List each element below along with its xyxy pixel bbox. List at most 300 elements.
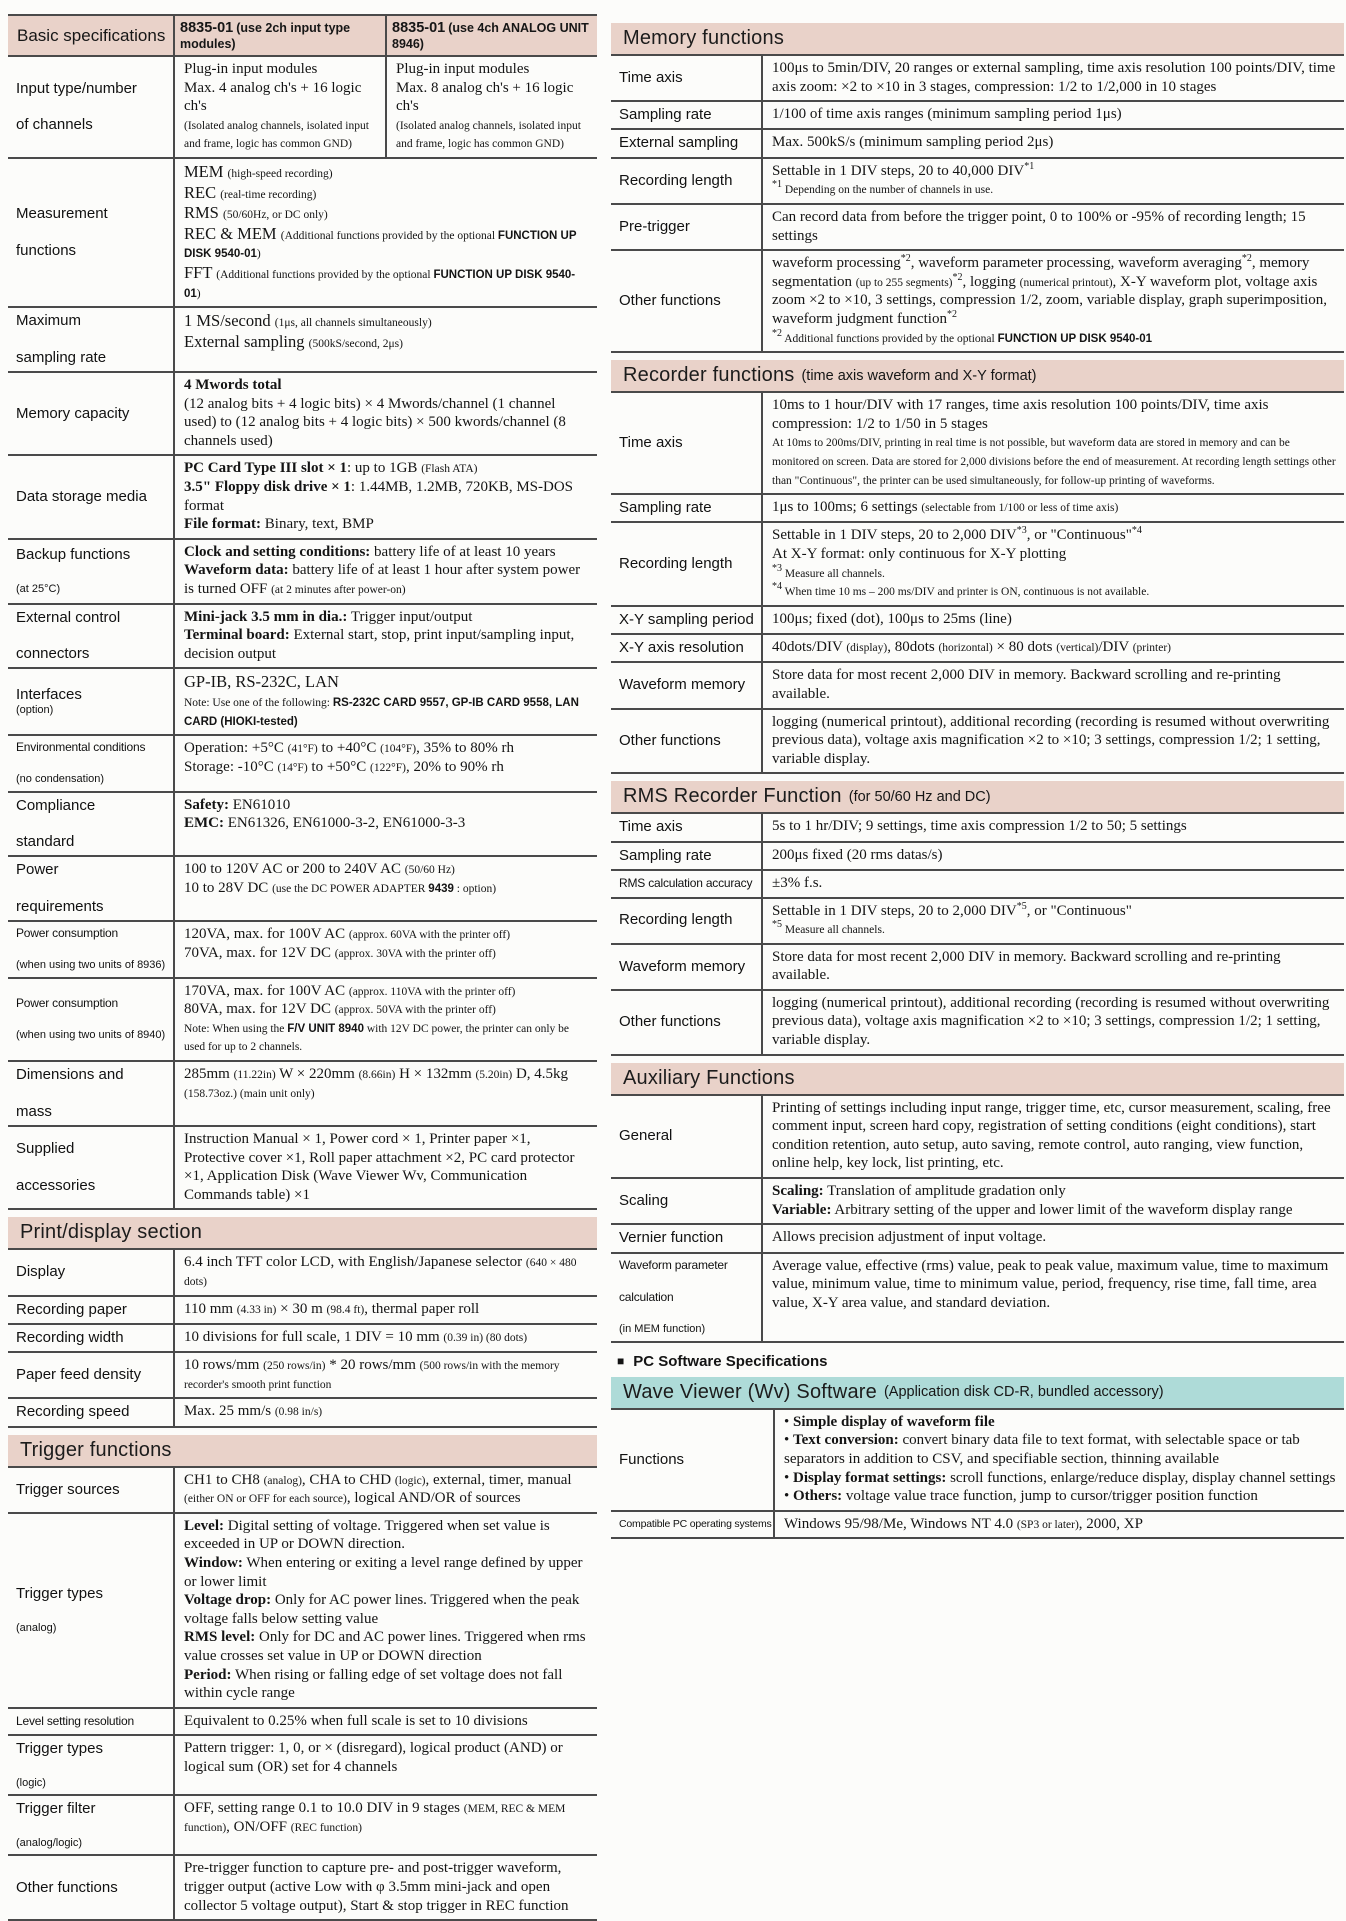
text-run: Windows 95/98/Me, Windows NT 4.0 [784,1515,1017,1532]
text-run: Input type/number [16,79,137,97]
text-run: X-Y sampling period [619,610,754,628]
text-run: (14°F) [277,761,308,774]
spec-row [611,523,1344,606]
section-title: Wave Viewer (Wv) Software [623,1380,877,1403]
text-run: W × 220mm [275,1066,359,1083]
spec-value [761,130,1344,156]
text-run: Store data for most recent 2,000 DIV in memory. Backward scrolling and re-printing available. [772,667,1281,702]
text-run: Recording speed [16,1403,130,1421]
spec-row [611,710,1344,775]
spec-label [8,1353,173,1397]
spec-row [611,205,1344,251]
spec-table [8,1248,597,1427]
spec-label [8,736,173,790]
text-run: Voltage drop: [184,1592,272,1609]
text-run: (up to 255 segments) [855,276,953,289]
spec-value [761,393,1344,493]
text-run: Functions [619,1450,685,1468]
text-run: (use the DC POWER ADAPTER [272,883,429,896]
text-run: (Additional functions provided by the optional [216,268,434,281]
text-run: (0.39 in) (80 dots) [443,1331,528,1344]
text-run: Waveform parameter [619,1257,728,1272]
text-run: Time axis [619,68,683,86]
text-run: Settable in 1 DIV steps, 20 to 2,000 DIV [772,527,1017,544]
text-run: *4 [1131,525,1142,537]
text-run: (640 × 480 dots) [184,1257,577,1288]
spec-row [611,945,1344,991]
text-run: connectors [16,645,90,663]
text-run: FUNCTION UP DISK 9540-01 [184,229,577,261]
spec-label [611,205,761,249]
text-run: calculation [619,1290,674,1305]
text-run: *4 [772,581,782,593]
text-run: to +50°C [307,758,371,775]
text-run: (MEM, REC & MEM function) [184,1803,566,1834]
text-run: D, 4.5kg [512,1066,569,1083]
spec-table [611,1094,1344,1343]
spec-label [8,1127,173,1208]
spec-row [611,251,1344,353]
spec-label [8,1736,173,1794]
spec-label [8,1250,173,1294]
spec-row [8,1736,597,1796]
text-run: FFT [184,262,217,282]
section-header [611,1063,1344,1094]
text-run: Compatible PC operating systems [619,1518,772,1531]
text-run: Equivalent to 0.25% when full scale is set to 10 divisions [184,1712,528,1729]
text-run: *2 [946,308,957,320]
text-run: External start, stop, print input/sampling input, decision output [184,627,575,662]
spec-value [173,669,597,734]
text-run: 1μs to 100ms; 6 settings [772,499,922,516]
section-header [611,1377,1344,1408]
text-run: Level setting resolution [16,1714,134,1729]
text-run: (in MEM function) [619,1323,706,1336]
text-run: 285mm [184,1066,234,1083]
text-run: Operation: +5°C [184,740,288,757]
text-run: Max. 4 analog ch's + 16 logic ch's [184,79,362,115]
text-run: At X-Y format: only continuous for X-Y plotting [772,545,1067,562]
spec-row [8,308,597,373]
section-header [8,1217,597,1248]
spec-row [611,1410,1344,1512]
text-run: (8.66in) [358,1069,396,1082]
text-run: 1/100 of time axis ranges (minimum sampling period 1μs) [772,106,1122,123]
text-run: Sampling rate [619,499,712,517]
spec-row [611,607,1344,635]
text-run: Trigger input/output [347,608,473,625]
spec-value [173,159,597,306]
spec-row [611,495,1344,523]
text-run: *2 [900,253,911,265]
text-run: Plug-in input modules [184,61,318,78]
text-run: Backup functions [16,546,131,564]
spec-label [611,635,761,661]
text-run: logging (numerical printout), additional recording (recording is resumed without overwriting previous data), voltage axis magnification ×2 to ×10; 3 settings, compression 1/2; 1 setting, variable display. [772,994,1330,1049]
text-run: Only for DC and AC power lines. Triggered when rms value crosses set value in UP or DOWN direction [184,1629,586,1664]
spec-value [761,56,1344,100]
text-run: Trigger types [16,1740,103,1758]
text-run: , or "Continuous" [1026,527,1132,544]
spec-row [611,1096,1344,1179]
text-run: Sampling rate [619,106,712,124]
spec-label [8,1399,173,1425]
spec-value [173,1514,597,1707]
spec-value [173,1736,597,1794]
basic-table-header-row [8,16,597,57]
text-run: 10 to 28V DC [184,880,273,897]
text-run: Time axis [619,818,683,836]
text-run: 10ms to 1 hour/DIV with 17 ranges, time axis resolution 100 points/DIV, time axis compression: 1/2 to 1/50 in 5 stages [772,397,1269,432]
spec-row [611,899,1344,945]
text-run: Scaling [619,1191,669,1209]
spec-label [8,159,173,306]
section-title: Memory functions [623,27,785,49]
spec-label [8,922,173,976]
left-sections [8,1217,597,1921]
text-run: Simple display of waveform file [793,1413,995,1430]
text-run: Period: [184,1666,232,1683]
text-run: : option) [453,883,497,896]
spec-row [611,393,1344,495]
spec-table [611,54,1344,353]
text-run: FUNCTION UP DISK 9540-01 [997,332,1153,345]
text-run: ±3% f.s. [772,874,823,891]
spec-value [173,456,597,537]
spec-label [8,456,173,537]
spec-label [611,945,761,989]
text-run: (Additional functions provided by the optional [280,229,498,242]
text-run: Can record data from before the trigger point, 0 to 100% or -95% of recording length; 15 settings [772,208,1306,244]
text-run: Terminal board: [184,627,290,644]
text-run: Level: [184,1517,224,1534]
text-run: Arbitrary setting of the upper and lower limit of the waveform display range [831,1201,1293,1218]
spec-row [611,1254,1344,1343]
text-run: Safety: [184,796,229,813]
text-run: Pattern trigger: 1, 0, or × (disregard), logical product (AND) or logical sum (OR) set for 4 channels [184,1740,563,1775]
spec-label [611,871,761,897]
text-run: (98.4 ft) [326,1303,365,1316]
text-run: (Flash ATA) [421,463,478,476]
text-run: Vernier function [619,1229,724,1247]
text-run: , or "Continuous" [1026,902,1132,919]
text-run: When rising or falling edge of set voltage does not fall within cycle range [184,1666,563,1702]
spec-label [611,991,761,1054]
text-run: RS-232C CARD 9557, GP-IB CARD 9558, LAN CARD (HIOKI-tested) [184,697,579,728]
spec-value [761,523,1344,604]
text-run: Scaling: [772,1183,824,1200]
text-run: (158.73oz.) (main unit only) [184,1087,315,1100]
spec-row [8,736,597,792]
text-run: Depending on the number of channels in use. [782,184,994,197]
text-run: (vertical) [1056,642,1099,655]
text-run: (logic) [16,1776,46,1789]
text-run: OFF, setting range 0.1 to 10.0 DIV in 9 stages [184,1800,464,1817]
text-run: Dimensions and [16,1066,124,1084]
text-run: Max. 500kS/s (minimum sampling period 2μs) [772,134,1054,151]
text-run: 10 divisions for full scale, 1 DIV = 10 mm [184,1328,444,1345]
text-run: (approx. 50VA with the printer off) [334,1004,496,1017]
text-run: (Isolated analog channels, isolated input and frame, logic has common GND) [396,119,581,151]
text-run: (500kS/second, 2μs) [308,337,403,350]
spec-value [761,495,1344,521]
text-run: RMS level: [184,1629,256,1646]
spec-row [8,1127,597,1210]
text-run: When time 10 ms – 200 ms/DIV and printer is ON, continuous is not available. [782,586,1150,599]
text-run: 100μs to 5min/DIV, 20 ranges or external sampling, time axis resolution 100 points/DIV, time axis zoom: ×2 to ×10 in 3 stages, compression: 1/2 to 1/2,000 in 10 stages [772,60,1336,95]
text-run: to +40°C [317,740,381,757]
spec-label [8,793,173,856]
spec-row [8,1468,597,1514]
text-run: *2 [952,271,963,283]
spec-label [8,979,173,1060]
text-run: Measure all channels. [782,924,885,937]
text-run: (display) [846,642,888,655]
spec-value [761,205,1344,249]
pc-software-heading [617,1353,1344,1370]
text-run: (horizontal) [938,642,993,655]
text-run: Recording width [16,1328,124,1346]
text-run: Allows precision adjustment of input voltage. [772,1229,1047,1246]
text-run: convert binary data file to text format, with selectable space or tab separators in addition to CSV, and specifiable section, thinning available [784,1432,1300,1467]
spec-value [173,1709,597,1735]
text-run: Time axis [619,433,683,451]
text-run: (11.22in) [233,1069,276,1082]
text-run: , memory segmentation [772,255,1310,290]
spec-row [611,814,1344,842]
text-run: F/V UNIT 8940 [287,1022,364,1035]
text-run: Display format settings: [793,1469,947,1486]
basic-table-rows [8,57,597,1210]
spec-row [611,843,1344,871]
text-run: EN61010 [229,796,291,813]
spec-label [8,1709,173,1735]
text-run: (approx. 30VA with the printer off) [334,947,496,960]
text-run: Power consumption [16,996,118,1011]
spec-row [8,1325,597,1353]
spec-label [8,308,173,371]
text-run: Variable: [772,1201,832,1218]
spec-row [8,1514,597,1709]
spec-value [173,605,597,668]
spec-label [8,373,173,454]
text-run: 4 Mwords total [184,377,282,394]
text-run: (analog/logic) [16,1836,83,1849]
spec-row [8,1297,597,1325]
text-run: , 20% to 90% rh [405,758,504,775]
spec-value [761,945,1344,989]
text-run: Environmental conditions [16,740,146,755]
text-run: 80VA, max. for 12V DC [184,1001,335,1018]
text-run: Other functions [16,1878,118,1896]
text-run: Recording length [619,911,733,929]
text-run: Pre-trigger function to capture pre- and post-trigger waveform, trigger output (active Low with φ 3.5mm mini-jack and open collector 5 voltage output), Start & stop trigger in REC function [184,1860,569,1914]
text-run: (analog) [16,1621,57,1634]
spec-value [761,663,1344,707]
text-run: 6.4 inch TFT color LCD, with English/Japanese selector [184,1254,526,1271]
text-run: RMS calculation accuracy [619,876,753,891]
spec-label [611,814,761,840]
text-run: : 1.44MB, 1.2MB, 720KB, MS-DOS format [184,479,574,514]
text-run: 70VA, max. for 12V DC [184,944,335,961]
text-run: * 20 rows/mm [325,1357,420,1374]
section-title: Print/display section [20,1221,203,1244]
text-run: 10 rows/mm [184,1357,264,1374]
text-run: (REC function) [290,1821,362,1834]
model-number-2ch: 8835-01 [180,20,234,36]
spec-row [611,663,1344,709]
spec-row [611,1179,1344,1225]
text-run: , CHA to CHD [301,1471,395,1488]
text-run: External sampling [184,331,309,351]
spec-value [761,899,1344,943]
text-run: Settable in 1 DIV steps, 20 to 2,000 DIV [772,902,1017,919]
spec-label [8,669,173,734]
text-run: 110 mm [184,1300,237,1317]
text-run: Measure all channels. [782,567,885,580]
text-run: Store data for most recent 2,000 DIV in memory. Backward scrolling and re-printing available. [772,948,1281,984]
text-run: • [784,1413,794,1430]
text-run: Average value, effective (rms) value, peak to peak value, maximum value, time to maximum value, minimum value, time to minimum value, period, frequency, rise time, fall time, area value, X-Y area value, and standard deviation. [772,1257,1329,1311]
text-run: : up to 1GB [347,460,422,477]
text-run: Data storage media [16,487,147,505]
spec-label [611,1254,761,1341]
section-title-note: (for 50/60 Hz and DC) [848,788,991,805]
spec-label [611,607,761,633]
section-header [611,360,1344,391]
text-run: Instruction Manual × 1, Power cord × 1, Printer paper ×1, Protective cover ×1, Roll paper attachment ×2, PC card protector ×1, Application Disk (Wave Viewer Wv, Communication Commands table) ×1 [184,1130,575,1203]
text-run: (12 analog bits + 4 logic bits) × 4 Mwords/channel (1 channel used) to (12 analog bits + 4 logic bits) × 500 kwords/channel (8 channels used) [184,395,566,449]
text-run: 5s to 1 hr/DIV; 9 settings, time axis compression 1/2 to 50; 5 settings [772,818,1187,835]
spec-label [611,393,761,493]
text-run: Storage: -10°C [184,758,278,775]
text-run: EN61326, EN61000-3-2, EN61000-3-3 [224,815,466,832]
spec-value [761,251,1344,351]
right-column [611,16,1344,1539]
spec-row [611,102,1344,130]
spec-row [611,159,1344,205]
spec-row [611,56,1344,102]
spec-value [761,871,1344,897]
text-run: , X-Y waveform plot, voltage axis zoom ×2 to ×10, 3 settings, compression 1/2, zoom, variable display, graph superimposition, waveform judgment function [772,273,1328,327]
spec-label [8,1514,173,1707]
text-run: waveform processing [772,255,901,272]
text-run: *1 [1024,160,1035,172]
text-run: Other functions [619,731,721,749]
spec-value [173,1127,597,1208]
text-run: (4.33 in) [236,1303,277,1316]
spec-value [173,1796,597,1854]
spec-label [611,495,761,521]
spec-value [173,1353,597,1397]
section-header [8,1435,597,1466]
spec-label [611,1512,773,1538]
text-run: External control [16,608,121,626]
text-run: (SP3 or later) [1016,1518,1079,1531]
spec-value [173,57,385,157]
section-header [611,23,1344,54]
spec-row [8,540,597,605]
text-run: (at 25°C) [16,582,61,595]
text-run: , ON/OFF [226,1818,291,1835]
text-run: (logic) [394,1474,426,1487]
text-run: Translation of amplitude gradation only [823,1183,1066,1200]
text-run: (high-speed recording) [227,168,333,181]
text-run: General [619,1127,673,1145]
text-run: Additional functions provided by the optional [782,332,998,345]
spec-value [761,1179,1344,1223]
text-run: Note: When using the [184,1022,288,1035]
text-run: Digital setting of voltage. Triggered when set value is exceeded in UP or DOWN direction. [184,1517,550,1553]
spec-value [761,1096,1344,1177]
spec-label [611,130,761,156]
text-run: Settable in 1 DIV steps, 20 to 40,000 DIV [772,162,1025,179]
spec-value [173,540,597,603]
text-run: (selectable from 1/100 or less of time axis) [921,502,1119,515]
text-run: (250 rows/in) [263,1360,326,1373]
spec-value [761,814,1344,840]
text-run: (option) [16,704,54,717]
section-title: RMS Recorder Function [623,785,842,808]
spec-label [8,1297,173,1323]
text-run: Others: [793,1488,843,1505]
spec-row [8,922,597,978]
text-run: , waveform parameter processing, waveform averaging [910,255,1242,272]
text-run: (1μs, all channels simultaneously) [274,317,432,330]
spec-row [611,1512,1344,1540]
text-run: Power [16,861,59,879]
text-run: , logical AND/OR of sources [346,1490,521,1507]
text-run: Paper feed density [16,1366,142,1384]
text-run: *5 [772,919,782,931]
spec-label [611,1096,761,1177]
text-run: sampling rate [16,348,107,366]
spec-row [8,605,597,670]
text-run: RMS [184,203,223,223]
spec-row [611,871,1344,899]
spec-value [761,1254,1344,1341]
text-run: • [784,1469,794,1486]
spec-value [761,1225,1344,1251]
text-run: External sampling [619,134,739,152]
section-title-note: (Application disk CD-R, bundled accessory) [883,1384,1164,1401]
text-run: 170VA, max. for 100V AC [184,982,349,999]
section-title: Auxiliary Functions [623,1066,795,1089]
black-square-icon: ■ [617,1354,625,1369]
text-run: battery life of at least 1 hour after system power is turned OFF [184,562,581,597]
text-run: Display [16,1263,66,1281]
text-run: accessories [16,1176,96,1194]
text-run: Binary, text, BMP [261,516,374,533]
section-title: Trigger functions [20,1438,172,1461]
text-run: Note: Use one of the following: [184,697,333,710]
spec-label [611,56,761,100]
text-run: , logging [962,273,1020,290]
text-run: (104°F) [380,743,417,756]
text-run: GP-IB, RS-232C, LAN [184,672,339,692]
text-run: FUNCTION UP DISK 9540-01 [184,268,576,300]
spec-row [8,857,597,922]
spec-table [611,812,1344,1055]
text-run: Window: [184,1554,243,1571]
spec-row [8,1353,597,1399]
text-run: 40dots/DIV [772,639,847,656]
text-run: Text conversion: [793,1432,899,1449]
model-variant-note-4ch: (use 4ch ANALOG UNIT 8946) [392,21,589,51]
right-sections [611,23,1344,1539]
spec-row [8,373,597,456]
spec-row [611,635,1344,663]
